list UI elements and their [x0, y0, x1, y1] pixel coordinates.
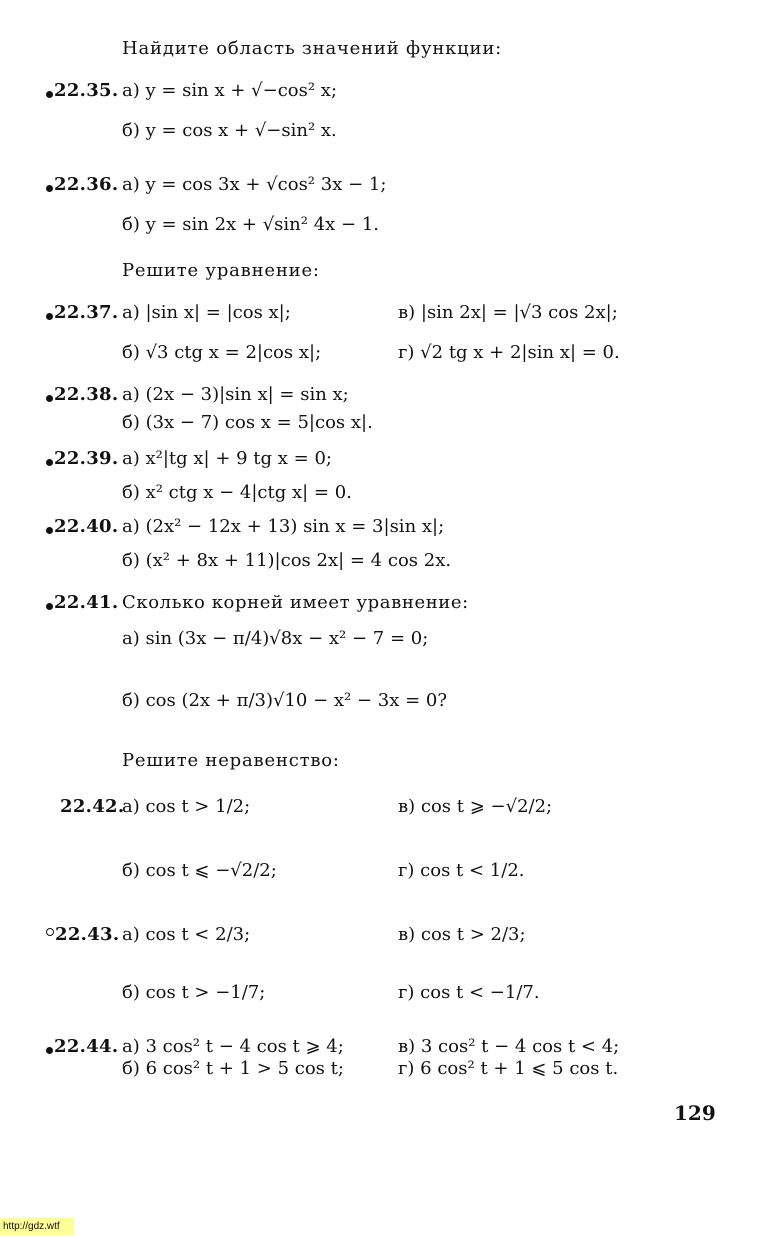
problem-number: 22.36.	[46, 174, 118, 195]
problem-line: б) cos t > −1/7;	[122, 982, 266, 1003]
problem-line: б) y = cos x + √−sin² x.	[122, 120, 337, 141]
problem-line: б) x² ctg x − 4|ctg x| = 0.	[122, 482, 352, 503]
watermark-link[interactable]: http://gdz.wtf	[0, 1218, 74, 1236]
problem-line: а) 3 cos² t − 4 cos t ⩾ 4;	[122, 1036, 344, 1057]
problem-line: г) √2 tg x + 2|sin x| = 0.	[398, 342, 620, 363]
problem-line: б) √3 ctg x = 2|cos x|;	[122, 342, 322, 363]
problem-line: б) cos t ⩽ −√2/2;	[122, 860, 277, 881]
difficulty-dot-icon	[46, 1047, 53, 1054]
problem-number: 22.42.	[60, 796, 125, 817]
difficulty-ring-icon	[46, 928, 54, 936]
problem-number: 22.37.	[46, 302, 118, 323]
equation-prompt: Решите уравнение:	[122, 260, 320, 281]
problem-line: б) (3x − 7) cos x = 5|cos x|.	[122, 412, 373, 433]
difficulty-dot-icon	[46, 185, 53, 192]
problem-line: а) (2x² − 12x + 13) sin x = 3|sin x|;	[122, 516, 445, 537]
problem-number: 22.40.	[46, 516, 118, 537]
range-prompt: Найдите область значений функции:	[122, 38, 503, 59]
problem-line: в) 3 cos² t − 4 cos t < 4;	[398, 1036, 620, 1057]
problem-line: г) 6 cos² t + 1 ⩽ 5 cos t.	[398, 1058, 619, 1079]
problem-line: а) y = sin x + √−cos² x;	[122, 80, 338, 101]
problem-line: г) cos t < 1/2.	[398, 860, 525, 881]
problem-number: 22.35.	[46, 80, 118, 101]
inequality-prompt: Решите неравенство:	[122, 750, 340, 771]
difficulty-dot-icon	[46, 527, 53, 534]
problem-line: б) 6 cos² t + 1 > 5 cos t;	[122, 1058, 344, 1079]
problem-line: в) cos t ⩾ −√2/2;	[398, 796, 553, 817]
difficulty-dot-icon	[46, 91, 53, 98]
problem-line: а) y = cos 3x + √cos² 3x − 1;	[122, 174, 387, 195]
problem-line: б) (x² + 8x + 11)|cos 2x| = 4 cos 2x.	[122, 550, 452, 571]
problem-line: а) |sin x| = |cos x|;	[122, 302, 291, 323]
problem-number: 22.41.	[46, 592, 118, 613]
problem-line: б) cos (2x + π/3)√10 − x² − 3x = 0?	[122, 690, 448, 711]
difficulty-dot-icon	[46, 395, 53, 402]
problem-line: а) (2x − 3)|sin x| = sin x;	[122, 384, 349, 405]
difficulty-dot-icon	[46, 603, 53, 610]
difficulty-dot-icon	[46, 313, 53, 320]
problem-line: а) cos t < 2/3;	[122, 924, 251, 945]
problem-line: а) cos t > 1/2;	[122, 796, 251, 817]
problem-number: 22.39.	[46, 448, 118, 469]
page-number: 129	[674, 1101, 716, 1125]
problem-line: в) |sin 2x| = |√3 cos 2x|;	[398, 302, 618, 323]
problem-line: б) y = sin 2x + √sin² 4x − 1.	[122, 214, 380, 235]
problem-number: 22.38.	[46, 384, 118, 405]
problem-number: 22.43.	[46, 924, 119, 945]
problem-line: в) cos t > 2/3;	[398, 924, 526, 945]
problem-line: г) cos t < −1/7.	[398, 982, 540, 1003]
problem-number: 22.44.	[46, 1036, 118, 1057]
difficulty-dot-icon	[46, 459, 53, 466]
problem-intro: Сколько корней имеет уравнение:	[122, 592, 469, 613]
problem-line: а) sin (3x − π/4)√8x − x² − 7 = 0;	[122, 628, 429, 649]
problem-line: а) x²|tg x| + 9 tg x = 0;	[122, 448, 332, 469]
